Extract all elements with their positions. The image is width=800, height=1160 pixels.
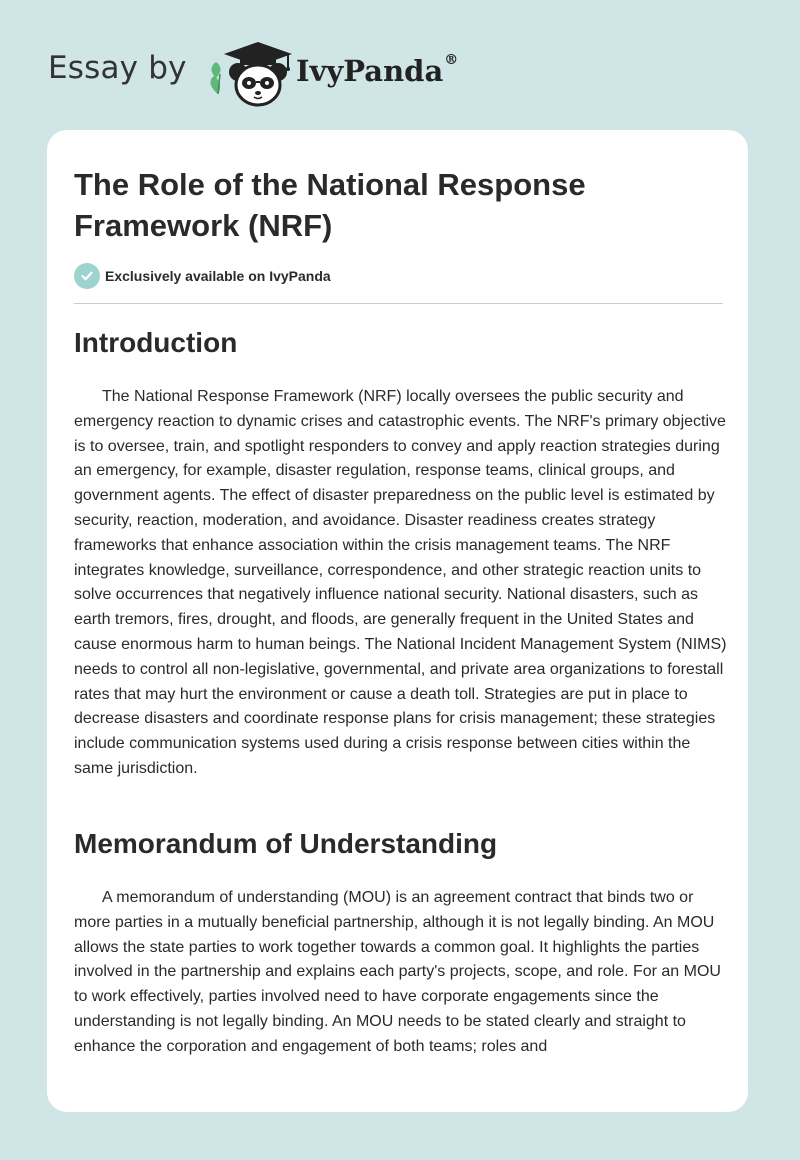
panda-graduate-icon[interactable]: [200, 38, 296, 108]
essay-card: [47, 130, 748, 1112]
page-title: The Role of the National Response Framework (NRF): [74, 167, 586, 243]
divider: [74, 303, 723, 304]
section-heading-memorandum: Memorandum of Understanding: [74, 828, 498, 859]
brand-header: [48, 38, 508, 108]
registered-mark: ®: [444, 52, 459, 68]
check-circle-icon: [74, 263, 100, 289]
brand-prefix: Essay by: [48, 50, 187, 86]
brand-name[interactable]: IvyPanda®: [296, 52, 459, 88]
badge-text: Exclusively available on IvyPanda: [105, 268, 331, 284]
exclusive-badge: [74, 263, 331, 289]
section-paragraph-introduction: The National Response Framework (NRF) locally oversees the public security and emergency reaction to dynamic crises and catastrophic events. The NRF's primary objective is to oversee, train, and spotlight responders to convey and apply reaction strategies during an emergency, for example, disaster regulation, response teams, clinical groups, and government agents. The effect of disaster preparedness on the public level is estimated by security, reaction, moderation, and avoidance. Disaster readiness creates strategy frameworks that enhance association within the crisis management teams. The NRF integrates knowledge, surveillance, correspondence, and other strategic reaction units to solve occurrences that negatively influence national security. National disasters, such as earth tremors, fires, drought, and floods, are generally frequent in the United States and cause enormous harm to human beings. The National Incident Management System (NIMS) needs to control all non-legislative, governmental, and private area organizations to forestall rates that may hurt the environment or cause a death toll. Strategies are put in place to decrease disasters and coordinate response plans for crisis management; these strategies include communication systems used during a crisis response between cities within the same jurisdiction.: [74, 388, 727, 777]
section-paragraph-memorandum: A memorandum of understanding (MOU) is an agreement contract that binds two or more parties in a mutually beneficial partnership, although it is not legally binding. An MOU allows the state parties to work together towards a common goal. It highlights the parties involved in the partnership and explains each party's projects, scope, and role. For an MOU to work effectively, parties involved need to have corporate engagements since the understanding is not legally binding. An MOU needs to be stated clearly and straight to enhance the corporation and engagement of both teams; roles and: [74, 889, 721, 1055]
section-heading-introduction: Introduction: [74, 327, 238, 358]
